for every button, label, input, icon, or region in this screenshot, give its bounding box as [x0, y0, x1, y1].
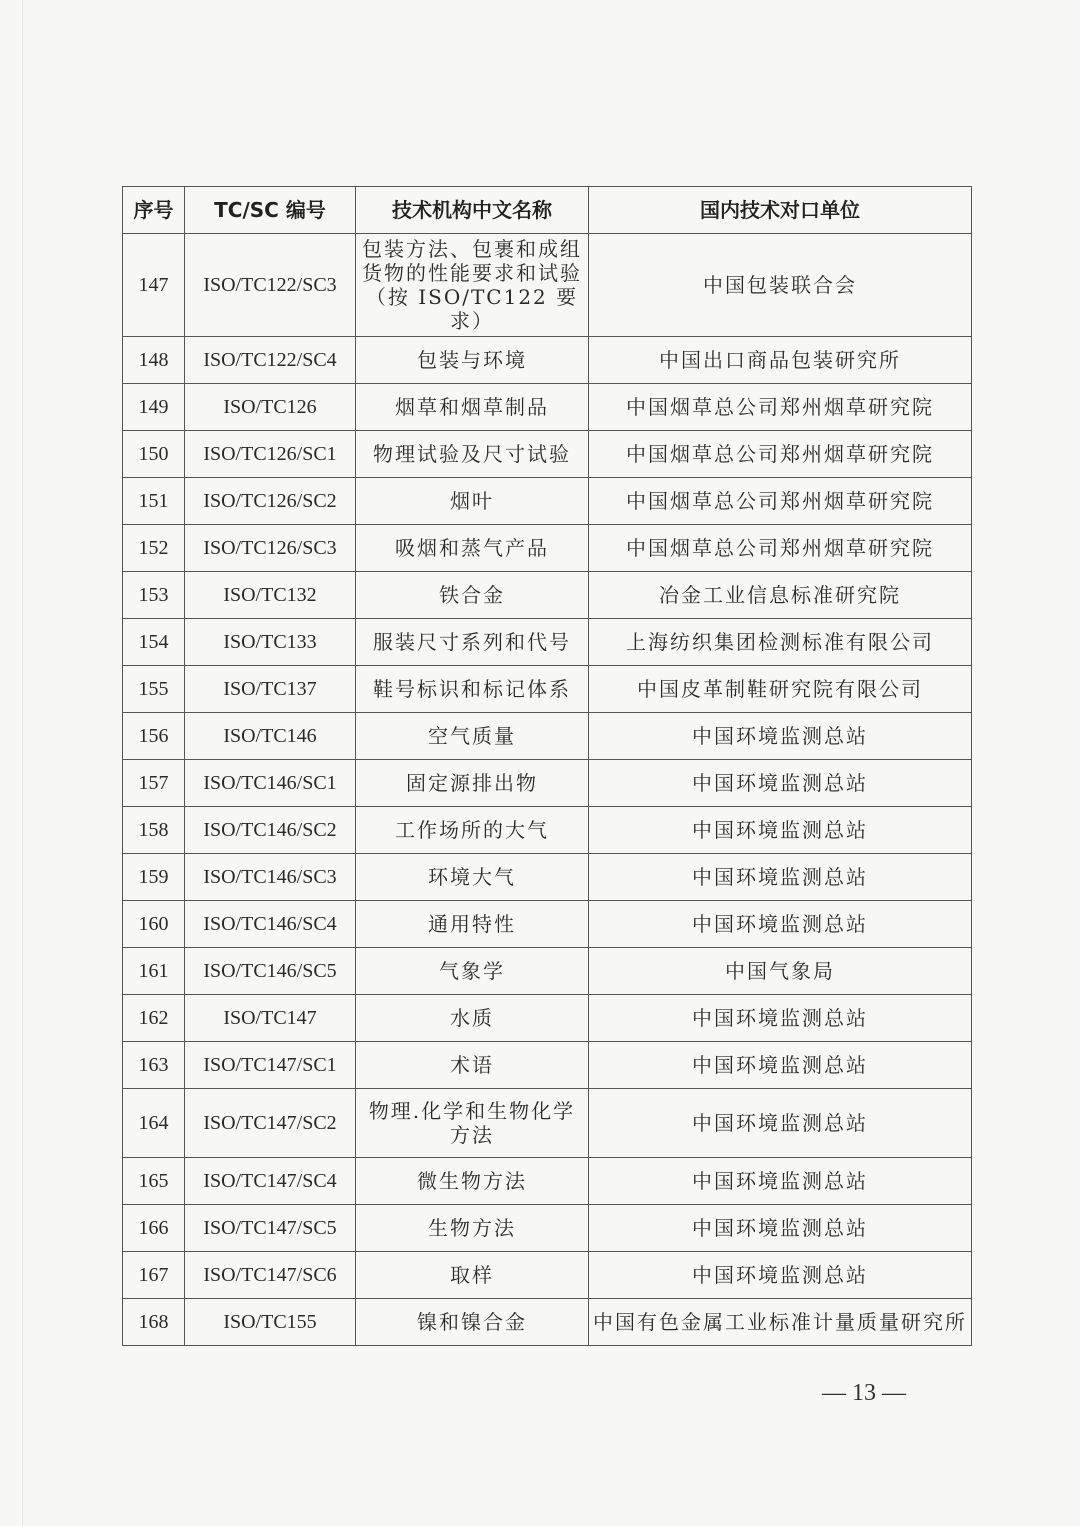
row-name-line: 镍和镍合金 [417, 1310, 527, 1334]
row-org: 中国环境监测总站 [589, 1042, 972, 1089]
row-code: ISO/TC122/SC4 [185, 337, 356, 384]
row-name-line: 环境大气 [428, 865, 516, 889]
row-code: ISO/TC147/SC1 [185, 1042, 356, 1089]
table-row [123, 1158, 972, 1205]
row-org: 中国环境监测总站 [589, 713, 972, 760]
row-name-line: （按 ISO/TC122 要求） [365, 285, 579, 333]
row-name-line: 烟叶 [450, 489, 494, 513]
row-code: ISO/TC126/SC3 [185, 525, 356, 572]
row-org: 中国烟草总公司郑州烟草研究院 [589, 525, 972, 572]
row-code: ISO/TC146/SC4 [185, 901, 356, 948]
row-seq: 164 [123, 1089, 185, 1158]
row-org: 中国环境监测总站 [589, 995, 972, 1042]
row-name-line: 吸烟和蒸气产品 [395, 536, 549, 560]
row-name [356, 713, 589, 760]
header-org: 国内技术对口单位 [589, 187, 972, 234]
row-name [356, 760, 589, 807]
table-row [123, 572, 972, 619]
row-seq: 158 [123, 807, 185, 854]
row-name [356, 384, 589, 431]
table-row [123, 666, 972, 713]
row-name [356, 1042, 589, 1089]
row-name [356, 1299, 589, 1346]
row-name-line: 通用特性 [428, 912, 516, 936]
row-org: 中国环境监测总站 [589, 760, 972, 807]
row-seq: 157 [123, 760, 185, 807]
row-name [356, 948, 589, 995]
row-name-line: 空气质量 [428, 724, 516, 748]
row-code: ISO/TC155 [185, 1299, 356, 1346]
row-org: 中国包装联合会 [589, 234, 972, 337]
table-row [123, 384, 972, 431]
row-seq: 165 [123, 1158, 185, 1205]
table-row [123, 1089, 972, 1158]
row-code: ISO/TC137 [185, 666, 356, 713]
row-seq: 147 [123, 234, 185, 337]
standards-table [122, 186, 972, 1346]
row-org: 冶金工业信息标准研究院 [589, 572, 972, 619]
row-org: 中国环境监测总站 [589, 807, 972, 854]
row-name-line: 物理.化学和生物化学 [368, 1099, 576, 1123]
row-name [356, 234, 589, 337]
row-name [356, 525, 589, 572]
table-row [123, 1299, 972, 1346]
table-row [123, 1252, 972, 1299]
row-name [356, 1089, 589, 1158]
row-seq: 168 [123, 1299, 185, 1346]
header-code: TC/SC 编号 [185, 187, 356, 234]
table-row [123, 948, 972, 995]
row-name-line: 鞋号标识和标记体系 [373, 677, 571, 701]
row-code: ISO/TC147/SC2 [185, 1089, 356, 1158]
row-code: ISO/TC126 [185, 384, 356, 431]
row-code: ISO/TC122/SC3 [185, 234, 356, 337]
table-row [123, 478, 972, 525]
row-name [356, 807, 589, 854]
row-code: ISO/TC146 [185, 713, 356, 760]
row-code: ISO/TC147 [185, 995, 356, 1042]
row-org: 中国环境监测总站 [589, 1205, 972, 1252]
row-name [356, 854, 589, 901]
table-row [123, 619, 972, 666]
row-code: ISO/TC126/SC2 [185, 478, 356, 525]
row-name-line: 包装与环境 [417, 348, 527, 372]
table-row [123, 713, 972, 760]
row-seq: 154 [123, 619, 185, 666]
row-org: 中国环境监测总站 [589, 1252, 972, 1299]
row-name [356, 1205, 589, 1252]
row-name [356, 666, 589, 713]
row-seq: 149 [123, 384, 185, 431]
row-name [356, 995, 589, 1042]
row-name-line: 物理试验及尺寸试验 [373, 442, 571, 466]
row-name-line: 术语 [450, 1053, 494, 1077]
row-name-line: 铁合金 [439, 583, 505, 607]
header-name: 技术机构中文名称 [356, 187, 589, 234]
table-row [123, 760, 972, 807]
table-row [123, 234, 972, 337]
row-org: 中国烟草总公司郑州烟草研究院 [589, 431, 972, 478]
row-seq: 166 [123, 1205, 185, 1252]
row-code: ISO/TC133 [185, 619, 356, 666]
row-code: ISO/TC147/SC6 [185, 1252, 356, 1299]
row-name [356, 1158, 589, 1205]
row-org: 中国环境监测总站 [589, 854, 972, 901]
row-code: ISO/TC147/SC5 [185, 1205, 356, 1252]
row-name [356, 337, 589, 384]
row-name-line: 固定源排出物 [406, 771, 538, 795]
row-name-line: 水质 [450, 1006, 494, 1030]
row-code: ISO/TC146/SC5 [185, 948, 356, 995]
row-org: 中国皮革制鞋研究院有限公司 [589, 666, 972, 713]
page-number: — 13 — [822, 1380, 906, 1406]
table-row [123, 1205, 972, 1252]
row-name-line: 微生物方法 [417, 1169, 527, 1193]
scan-edge-line [22, 0, 23, 1526]
row-name [356, 572, 589, 619]
table-row [123, 807, 972, 854]
row-code: ISO/TC146/SC3 [185, 854, 356, 901]
row-org: 中国环境监测总站 [589, 1158, 972, 1205]
row-seq: 163 [123, 1042, 185, 1089]
row-name [356, 431, 589, 478]
row-org: 中国烟草总公司郑州烟草研究院 [589, 478, 972, 525]
row-seq: 155 [123, 666, 185, 713]
row-seq: 151 [123, 478, 185, 525]
row-name-line: 生物方法 [428, 1216, 516, 1240]
row-org: 中国环境监测总站 [589, 901, 972, 948]
row-seq: 153 [123, 572, 185, 619]
row-name [356, 1252, 589, 1299]
row-org: 中国有色金属工业标准计量质量研究所 [589, 1299, 972, 1346]
row-name-line: 服装尺寸系列和代号 [373, 630, 571, 654]
row-seq: 160 [123, 901, 185, 948]
row-name-line: 方法 [450, 1123, 494, 1147]
row-name [356, 619, 589, 666]
row-code: ISO/TC146/SC1 [185, 760, 356, 807]
row-seq: 156 [123, 713, 185, 760]
table-row [123, 1042, 972, 1089]
row-org: 中国出口商品包装研究所 [589, 337, 972, 384]
row-name-line: 取样 [450, 1263, 494, 1287]
row-code: ISO/TC132 [185, 572, 356, 619]
row-seq: 148 [123, 337, 185, 384]
row-code: ISO/TC147/SC4 [185, 1158, 356, 1205]
row-seq: 152 [123, 525, 185, 572]
row-org: 中国环境监测总站 [589, 1089, 972, 1158]
row-name [356, 901, 589, 948]
row-seq: 159 [123, 854, 185, 901]
row-code: ISO/TC126/SC1 [185, 431, 356, 478]
row-name-line: 工作场所的大气 [395, 818, 549, 842]
row-name-line: 包装方法、包裹和成组 [362, 237, 582, 261]
table-row [123, 525, 972, 572]
row-seq: 161 [123, 948, 185, 995]
table-row [123, 995, 972, 1042]
table-header-row [123, 187, 972, 234]
table-row [123, 854, 972, 901]
row-seq: 167 [123, 1252, 185, 1299]
table-row [123, 337, 972, 384]
row-name-line: 货物的性能要求和试验 [362, 261, 582, 285]
row-seq: 162 [123, 995, 185, 1042]
row-org: 中国烟草总公司郑州烟草研究院 [589, 384, 972, 431]
table-row [123, 901, 972, 948]
row-name-line: 烟草和烟草制品 [395, 395, 549, 419]
row-code: ISO/TC146/SC2 [185, 807, 356, 854]
row-seq: 150 [123, 431, 185, 478]
table-row [123, 431, 972, 478]
row-org: 中国气象局 [589, 948, 972, 995]
row-org: 上海纺织集团检测标准有限公司 [589, 619, 972, 666]
row-name [356, 478, 589, 525]
table-body [123, 234, 972, 1346]
row-name-line: 气象学 [439, 959, 505, 983]
header-seq: 序号 [123, 187, 185, 234]
